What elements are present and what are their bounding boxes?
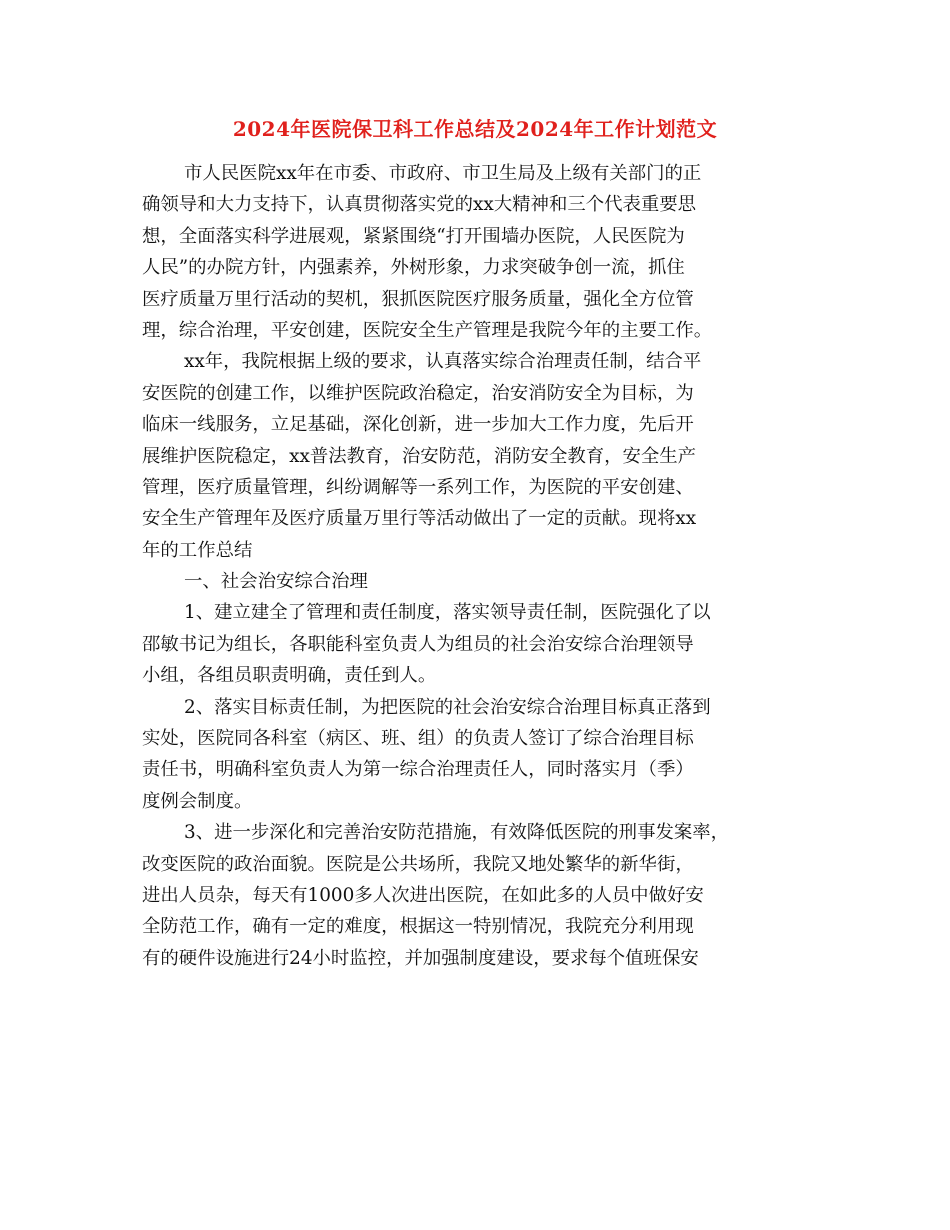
text-line: 展维护医院稳定，xx普法教育，治安防范，消防安全教育，安全生产 [142,445,697,467]
paragraph [142,158,832,346]
text-line: 进出人员杂，每天有1000多人次进出医院，在如此多的人员中做好安 [142,884,704,906]
document-title: 2024年医院保卫科工作总结及2024年工作计划范文 [232,117,718,141]
text-line: 2、落实目标责任制，为把医院的社会治安综合治理目标真正落到 [184,696,711,718]
text-line: 市人民医院xx年在市委、市政府、市卫生局及上级有关部门的正 [184,163,702,184]
text-line: 3、进一步深化和完善治安防范措施，有效降低医院的刑事发案率， [184,822,730,844]
text-line: 临床一线服务，立足基础，深化创新，进一步加大工作力度，先后开 [142,414,694,436]
text-line: 理，综合治理，平安创建，医院安全生产管理是我院今年的主要工作。 [142,319,713,341]
paragraph [142,597,832,691]
text-line: 医疗质量万里行活动的契机，狠抓医院医疗服务质量，强化全方位管 [142,288,694,310]
document-body [142,158,832,974]
text-line: 责任书，明确科室负责人为第一综合治理责任人，同时落实月（季） [142,759,694,781]
text-line: 确领导和大力支持下，认真贯彻落实党的xx大精神和三个代表重要思 [142,194,697,216]
paragraph [142,346,832,566]
text-line: 一、社会治安综合治理 [184,571,368,593]
text-line: 想，全面落实科学进展观，紧紧围绕“打开围墙办医院，人民医院为 [142,225,685,247]
text-line: 度例会制度。 [142,790,253,812]
text-line: 安全生产管理年及医疗质量万里行等活动做出了一定的贡献。现将xx [142,508,697,530]
text-line: 年的工作总结 [142,539,253,561]
text-line: 实处，医院同各科室（病区、班、组）的负责人签订了综合治理目标 [142,728,694,750]
paragraph [142,817,832,974]
text-line: 管理，医疗质量管理，纠纷调解等一系列工作，为医院的平安创建、 [142,476,694,498]
text-line: 有的硬件设施进行24小时监控，并加强制度建设，要求每个值班保安 [142,947,699,969]
text-line: 1、建立建全了管理和责任制度，落实领导责任制，医院强化了以 [184,602,711,624]
text-line: 人民”的办院方针，内强素养，外树形象，力求突破争创一流，抓住 [142,257,685,279]
text-line: 邵敏书记为组长，各职能科室负责人为组员的社会治安综合治理领导 [142,633,694,655]
text-line: 全防范工作，确有一定的难度，根据这一特别情况，我院充分利用现 [142,916,694,938]
paragraph [142,692,832,818]
text-line: 小组，各组员职责明确，责任到人。 [142,665,437,687]
text-line: 安医院的创建工作，以维护医院政治稳定，治安消防安全为目标，为 [142,382,694,404]
text-line: xx年，我院根据上级的要求，认真落实综合治理责任制，结合平 [184,351,702,373]
section-heading [142,566,832,597]
text-line: 改变医院的政治面貌。医院是公共场所，我院又地处繁华的新华街， [142,853,694,875]
